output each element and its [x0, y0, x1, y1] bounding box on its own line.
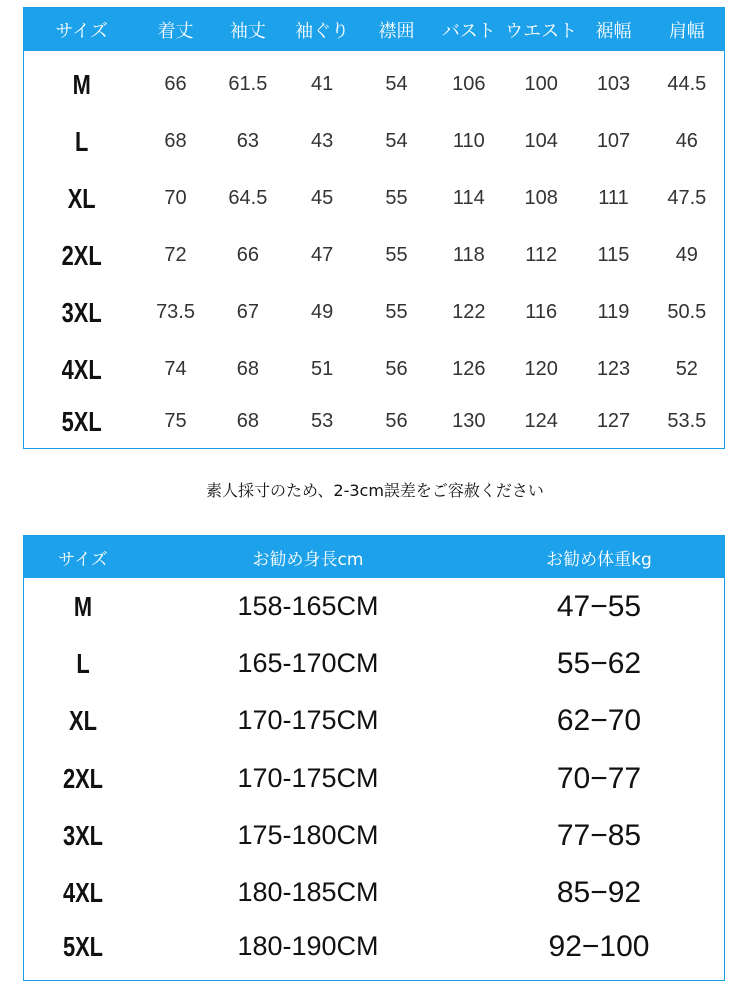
table-cell: 116 [525, 301, 558, 323]
weight-range: 77−85 [556, 818, 642, 852]
table-row [24, 284, 724, 341]
size-label: 5XL [61, 405, 102, 437]
table-cell: 104 [524, 130, 558, 152]
height-range: 180-190CM [237, 931, 379, 961]
table-cell: 54 [385, 130, 408, 152]
table-cell: 73.5 [156, 301, 195, 323]
size-label: 4XL [62, 876, 104, 908]
weight-range: 62−70 [556, 703, 642, 737]
table-cell: 68 [236, 358, 259, 380]
table-cell: 53 [311, 410, 334, 432]
table-row [24, 750, 724, 807]
height-range: 170-175CM [237, 763, 379, 793]
size-measurement-table [23, 7, 725, 449]
table-row [24, 807, 724, 864]
table-cell: 61.5 [228, 73, 268, 95]
weight-range: 92−100 [548, 929, 650, 963]
table-cell: 66 [164, 73, 187, 95]
size-label: 4XL [61, 353, 102, 385]
table-cell: 108 [524, 187, 558, 209]
size-label: M [72, 68, 91, 100]
table-cell: 119 [597, 301, 630, 323]
table-cell: 70 [164, 187, 187, 209]
table-cell: 55 [385, 301, 408, 323]
table-cell: 46 [675, 130, 698, 152]
table-cell: 103 [596, 73, 631, 95]
table-cell: 54 [385, 73, 408, 95]
size-label: 3XL [62, 819, 104, 851]
table-cell: 75 [164, 410, 187, 432]
recommendation-table-header [24, 536, 724, 578]
table-cell: 50.5 [667, 301, 707, 323]
header-length: 着丈 [157, 20, 194, 42]
header-armhole: 袖ぐり [295, 20, 350, 42]
table-cell: 120 [524, 358, 558, 380]
height-range: 180-185CM [237, 877, 379, 907]
size-label: M [73, 590, 93, 622]
table-cell: 126 [452, 358, 486, 380]
table-cell: 47.5 [667, 187, 707, 209]
size-label: 2XL [61, 239, 102, 271]
header-sleeve: 袖丈 [229, 20, 266, 42]
size-label: L [75, 125, 89, 157]
table-cell: 72 [164, 244, 187, 266]
table-row [24, 635, 724, 692]
table-cell: 49 [675, 244, 698, 266]
height-range: 170-175CM [237, 705, 379, 735]
table-cell: 68 [164, 130, 187, 152]
table-cell: 53.5 [667, 410, 707, 432]
table-row [24, 113, 724, 170]
table-cell: 41 [311, 73, 334, 95]
table-row [24, 578, 724, 635]
table-cell: 56 [385, 358, 408, 380]
table-cell: 66 [236, 244, 259, 266]
header-size: サイズ [58, 549, 108, 570]
header-hem: 裾幅 [595, 20, 632, 42]
table-cell: 127 [596, 410, 631, 432]
table-cell: 56 [385, 410, 408, 432]
table-cell: 107 [596, 130, 631, 152]
table-cell: 51 [311, 358, 334, 380]
size-table-header [24, 8, 724, 51]
table-cell: 130 [452, 410, 486, 432]
table-cell: 124 [524, 410, 558, 432]
header-weight: お勧め体重kg [546, 549, 652, 570]
table-cell: 44.5 [667, 73, 707, 95]
size-label: XL [67, 182, 96, 214]
table-cell: 67 [236, 301, 259, 323]
height-range: 175-180CM [237, 820, 379, 850]
measurement-note: 素人採寸のため、2-3cm誤差をご容赦ください [206, 481, 544, 500]
size-label: XL [69, 704, 97, 736]
weight-range: 55−62 [556, 646, 642, 680]
header-neck: 襟囲 [378, 20, 415, 42]
table-cell: 68 [236, 410, 259, 432]
header-bust: バスト [441, 20, 496, 42]
table-row [24, 918, 724, 975]
size-label: 3XL [61, 296, 102, 328]
header-height: お勧め身長cm [252, 549, 364, 570]
height-range: 165-170CM [237, 648, 379, 678]
table-cell: 111 [598, 187, 629, 209]
table-cell: 74 [164, 358, 187, 380]
header-size: サイズ [55, 20, 108, 42]
header-waist: ウエスト [505, 20, 578, 42]
size-label: L [76, 647, 90, 679]
table-cell: 110 [452, 130, 485, 152]
table-cell: 112 [525, 244, 558, 266]
weight-range: 47−55 [556, 589, 642, 623]
size-label: 2XL [62, 762, 104, 794]
table-row [24, 227, 724, 284]
table-cell: 114 [452, 187, 485, 209]
table-cell: 45 [311, 187, 334, 209]
recommendation-table [23, 535, 725, 981]
table-cell: 64.5 [228, 187, 268, 209]
size-label: 5XL [62, 930, 104, 962]
table-cell: 100 [524, 73, 558, 95]
table-cell: 122 [452, 301, 486, 323]
table-cell: 118 [452, 244, 485, 266]
table-row [24, 341, 724, 398]
table-cell: 123 [596, 358, 631, 380]
table-row [24, 864, 724, 921]
table-cell: 115 [597, 244, 630, 266]
table-row [24, 692, 724, 749]
height-range: 158-165CM [237, 591, 379, 621]
weight-range: 85−92 [556, 875, 642, 909]
table-cell: 43 [311, 130, 334, 152]
table-cell: 106 [452, 73, 486, 95]
table-row [24, 56, 724, 113]
table-cell: 55 [385, 244, 408, 266]
table-row [24, 393, 724, 450]
table-cell: 63 [236, 130, 259, 152]
table-cell: 49 [311, 301, 334, 323]
table-row [24, 170, 724, 227]
header-shoulder: 肩幅 [668, 20, 705, 42]
weight-range: 70−77 [556, 761, 642, 795]
table-cell: 52 [675, 358, 698, 380]
table-cell: 47 [311, 244, 334, 266]
table-cell: 55 [385, 187, 408, 209]
